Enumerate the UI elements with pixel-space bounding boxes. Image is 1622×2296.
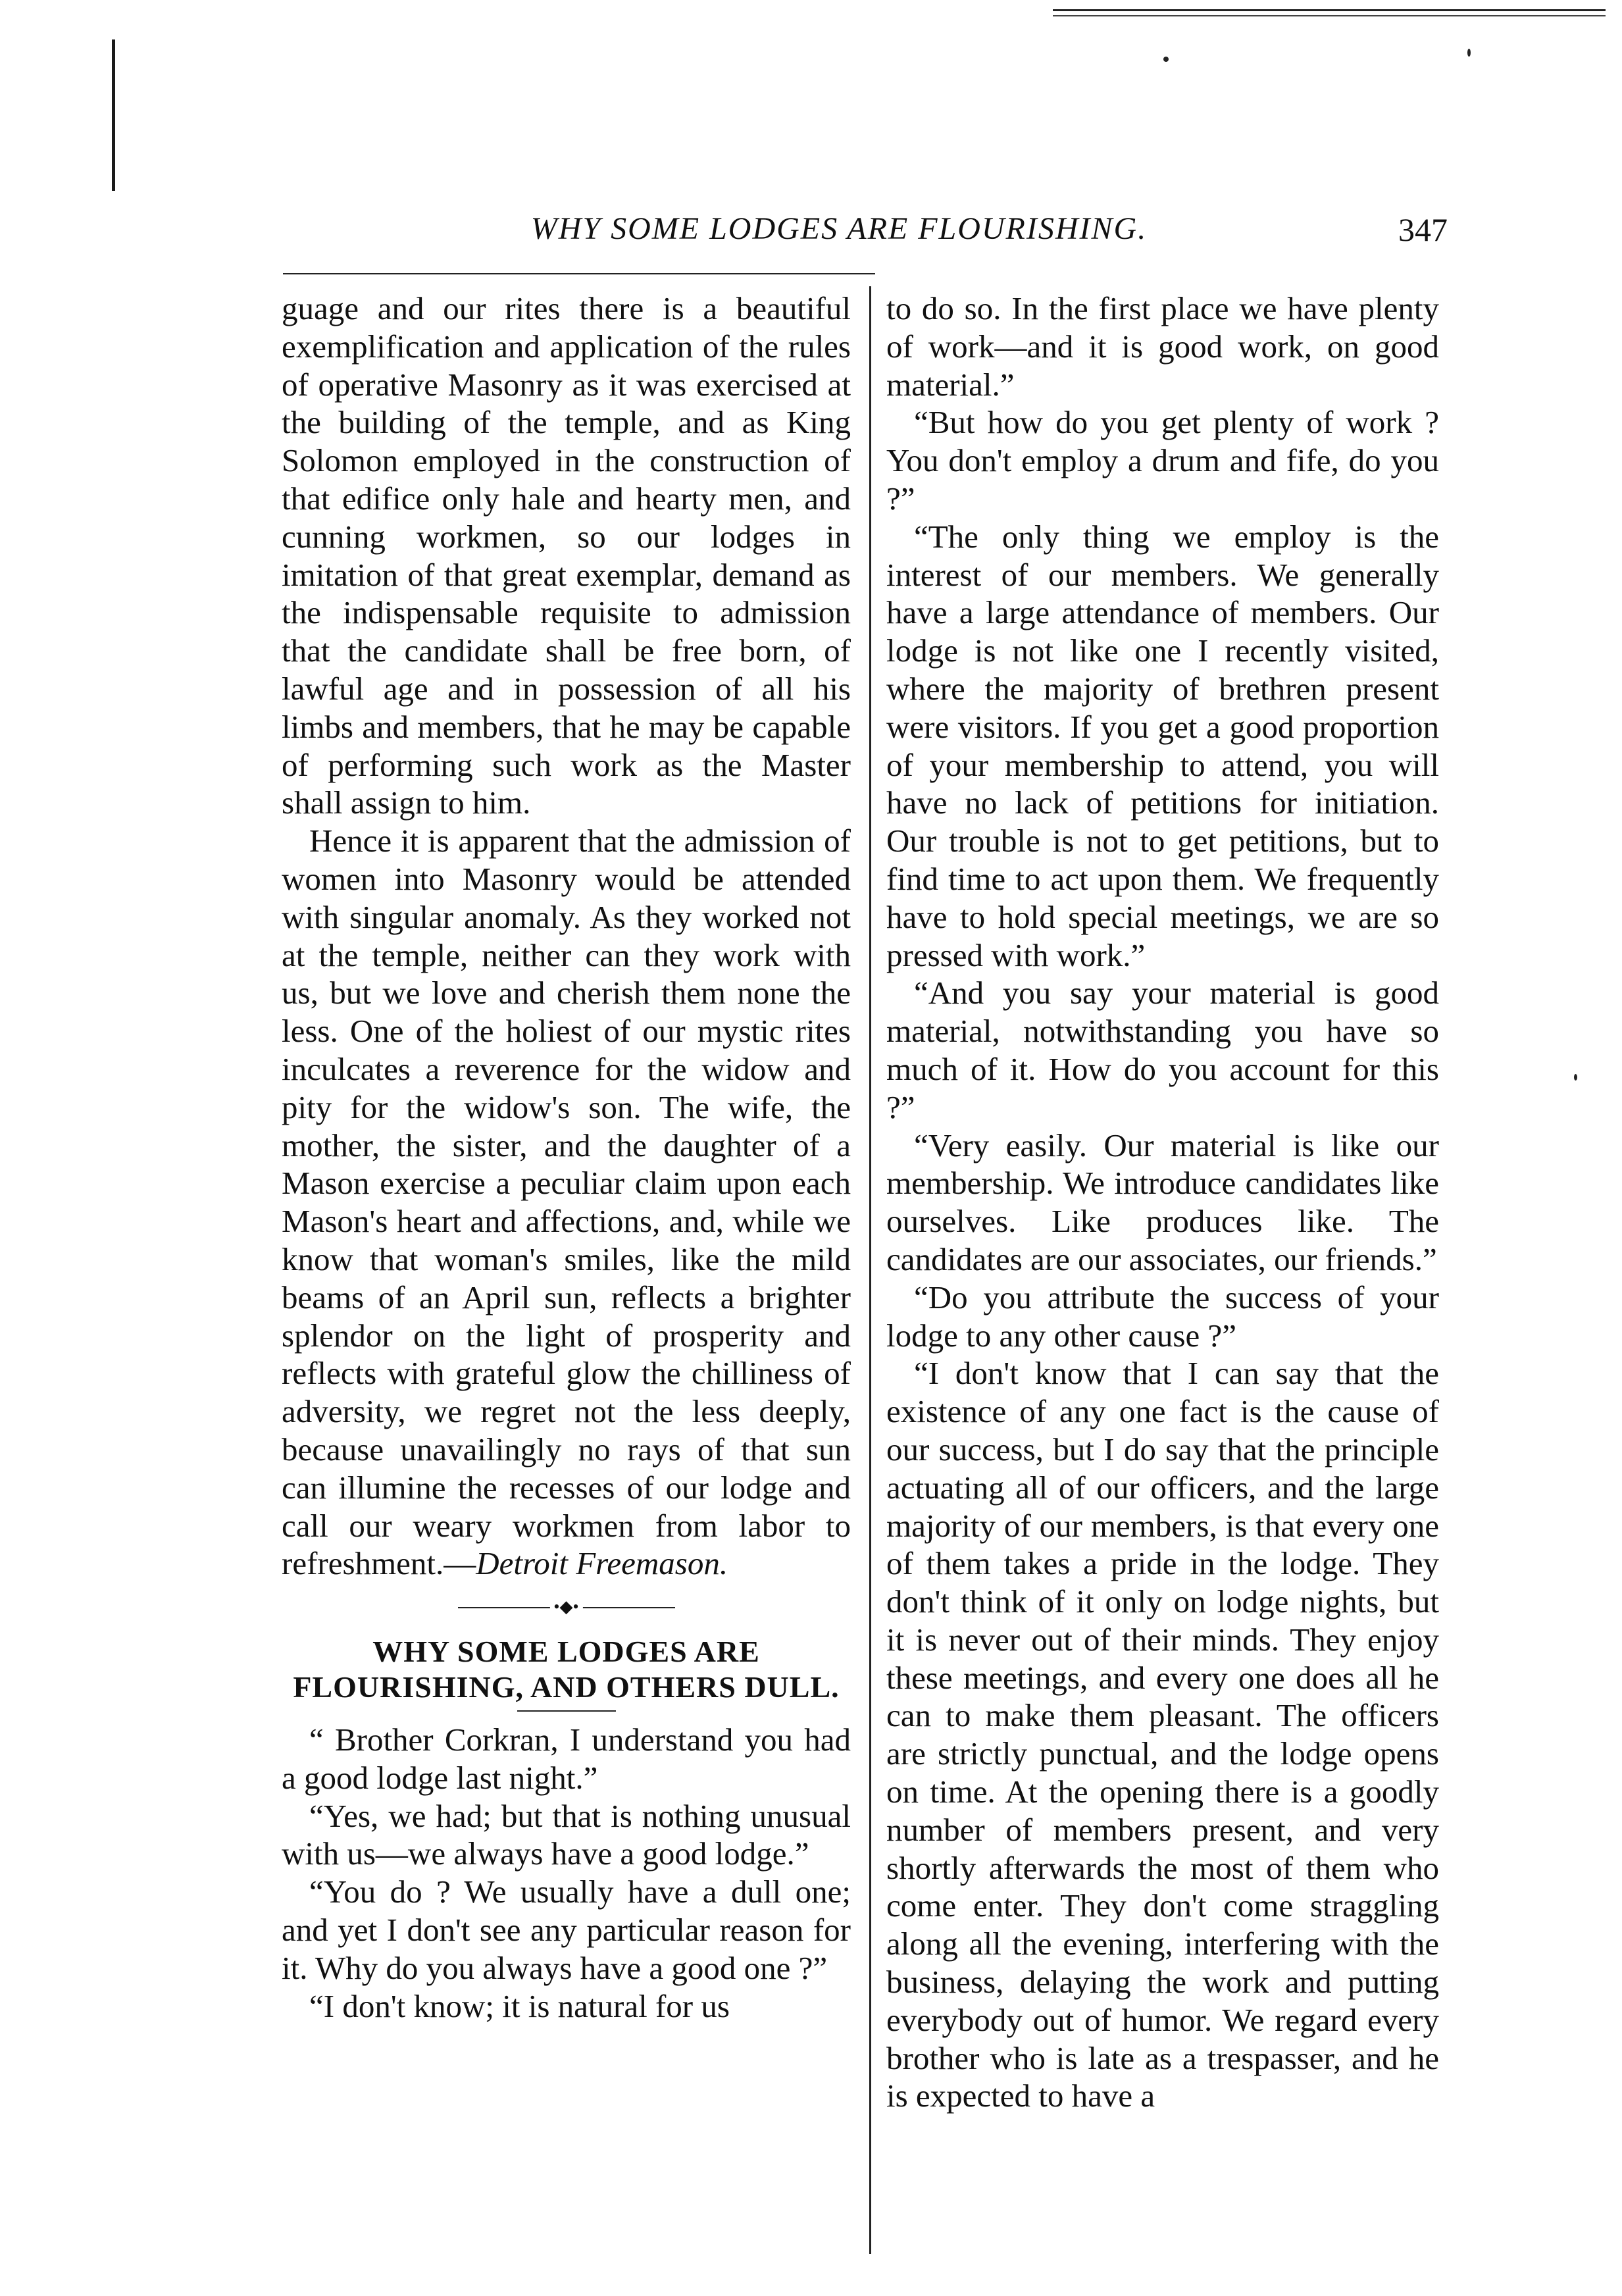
column-divider: [869, 286, 871, 2254]
header-rule: [283, 273, 875, 274]
page-header: [276, 211, 1448, 270]
ink-speck: [1574, 1074, 1577, 1081]
paragraph-text: Hence it is apparent that the admission of women into Masonry would be attended with singular anomaly. As they worked not at the temple, neither can they work with us, but we love and cherish them none the less. One of the holiest of our mystic rites inculcates a reverence for the widow and pity for the widow's son. The wife, the mother, the sister, and the daughter of a Mason exercise a peculiar claim upon each Mason's heart and affections, and, while we know that woman's smiles, like the mild beams of an April sun, reflects a brighter splendor on the light of prosperity and reflects with grateful glow the chilliness of adversity, we regret not the less deeply, because unavailingly no rays of that sun can illumine the recesses of our lodge and call our weary workmen from labor to refreshment.—: [282, 823, 851, 1582]
ink-speck: [1467, 49, 1471, 57]
section-ornament-rule: [458, 1597, 675, 1617]
article-title: WHY SOME LODGES ARE FLOURISHING, AND OTHERS DULL.: [293, 1635, 840, 1704]
article-paragraph: “Yes, we had; but that is nothing unusual with us—we always have a good lodge.”: [282, 1797, 851, 1872]
ornament-glyph: •◆•: [549, 1598, 582, 1616]
page-number: 347: [1398, 211, 1448, 248]
article-paragraph: “You do ? We usually have a dull one; and yet I don't see any particular reason for it. Why do you always have a good one ?”: [282, 1874, 851, 1986]
article-source: Detroit Freemason.: [476, 1545, 728, 1582]
previous-article-paragraph: [282, 822, 851, 1583]
article-paragraph: “I don't know that I can say that the existence of any one fact is the cause of our success, but I do say that the principle actuating all of our officers, and the large majority of our members, is that every one of them takes a pride in the lodge. They don't think of it only on lodge nights, but it is never out of their minds. They enjoy these meetings, and every one does all he can to make them pleasant. The officers are strictly punctual, and the lodge opens on time. At the opening there is a goodly number of members present, and very shortly afterwards the most of them who come enter. They don't come straggling along all the evening, interfering with the business, delaying the work and putting everybody out of humor. We regard every brother who is late as a trespasser, and he is expected to have a: [886, 1355, 1439, 2114]
article-paragraph: to do so. In the first place we have plenty of work—and it is good work, on good material.”: [886, 290, 1439, 403]
page-edge-left-shadow: [112, 39, 115, 191]
running-title: WHY SOME LODGES ARE FLOURISHING.: [530, 211, 1148, 246]
article-paragraph: “The only thing we employ is the interest of our members. We generally have a large attendance of members. Our lodge is not like one I recently visited, where the majority of brethren present were visitors. If you get a good proportion of your membership to attend, you will have no lack of petitions for initiation. Our trouble is not to get petitions, but to find time to act upon them. We frequently have to hold special meetings, we are so pressed with work.”: [886, 518, 1439, 973]
article-paragraph: “And you say your material is good material, notwithstanding you have so much of it. How do you account for this ?”: [886, 975, 1439, 1125]
article-paragraph: “Very easily. Our material is like our membership. We introduce candidates like ourselves. Like produces like. The candidates are our associates, our friends.”: [886, 1127, 1439, 1277]
article-paragraph: “ Brother Corkran, I understand you had a good lodge last night.”: [282, 1722, 851, 1796]
article-paragraph: “But how do you get plenty of work ? You don't employ a drum and fife, do you ?”: [886, 404, 1439, 517]
left-column: [282, 290, 851, 2025]
page-edge-top-rule: [1053, 9, 1606, 16]
title-rule: [517, 1710, 616, 1712]
article-paragraph: “I don't know; it is natural for us: [309, 1987, 730, 2024]
previous-article-paragraph: guage and our rites there is a beautiful exemplification and application of the rules of operative Masonry as it was exercised at the building of the temple, and as King Solomon employed in the construction of that edifice only hale and hearty men, and cunning workmen, so our lodges in imitation of that great exemplar, demand as the indispensable requisite to admission that the candidate shall be free born, of lawful age and in possession of all his limbs and members, that he may be capable of performing such work as the Master shall assign to him.: [282, 290, 851, 821]
article-paragraph: “Do you attribute the success of your lodge to any other cause ?”: [886, 1279, 1439, 1354]
right-column: [886, 290, 1439, 2115]
ink-speck: [1163, 57, 1169, 62]
